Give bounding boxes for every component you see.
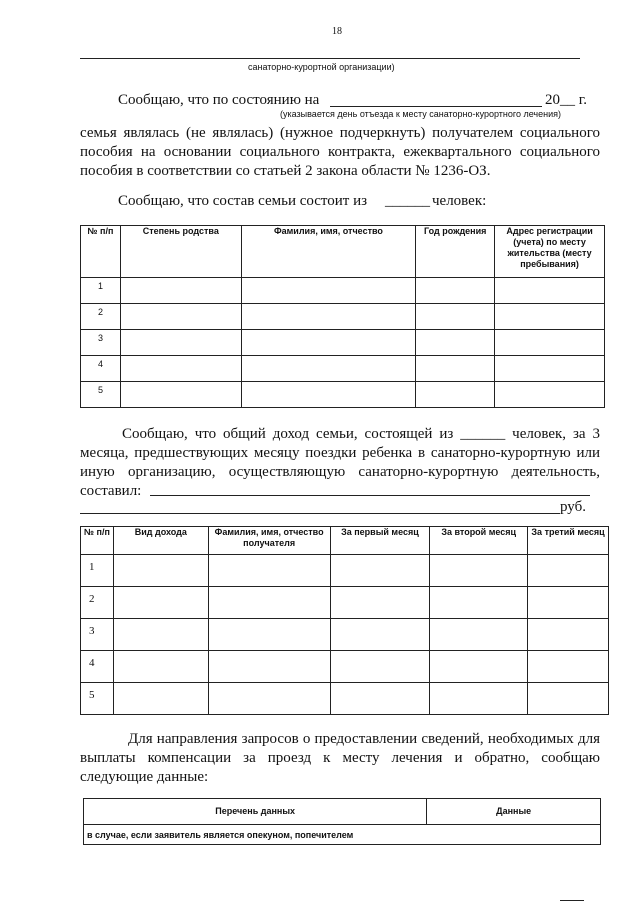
compensation-line-3: следующие данные: [80,769,209,785]
cell-income-kind[interactable] [113,555,208,587]
cell-month-1[interactable] [330,651,430,683]
col-name: Фамилия, имя, отчество [241,226,416,278]
income-line-1: Сообщаю, что общий доход семьи, состоящей из ______ человек, за 3 [122,426,600,442]
cell-month-2[interactable] [430,651,528,683]
row-number: 1 [81,278,121,304]
table-row [81,278,605,304]
family-size-prefix: Сообщаю, что состав семьи состоит из [118,193,368,209]
table-row [81,683,609,715]
compensation-line-2: выплаты компенсации за проезд к месту лечения и обратно, сообщаю [80,750,600,766]
income-line-4: составил: [80,483,142,499]
org-name-line [80,58,580,59]
status-line-3: пособия в соответствии со статьей 2 закона области № 1236-ОЗ. [80,163,491,179]
col-month-3: За третий месяц [528,527,609,555]
cell-month-3[interactable] [528,555,609,587]
cell-month-2[interactable] [430,683,528,715]
status-line-1: семья являлась (не являлась) (нужное подчеркнуть) получателем социального [80,125,600,141]
income-amount-line-2 [80,513,560,514]
cell-month-3[interactable] [528,587,609,619]
cell-address[interactable] [495,278,605,304]
family-size-suffix: человек: [432,193,487,209]
cell-name[interactable] [241,382,416,408]
cell-month-1[interactable] [330,683,430,715]
cell-income-kind[interactable] [113,651,208,683]
income-line-2: месяца, предшествующих месяцу поездки ребенка в санаторно-курортную или [80,445,600,461]
cell-name[interactable] [241,356,416,382]
col-birth-year: Год рождения [416,226,495,278]
row-number: 4 [81,356,121,382]
col-data-value: Данные [427,799,601,825]
cell-recipient[interactable] [208,555,330,587]
report-date-line [330,106,542,107]
cell-address[interactable] [495,304,605,330]
col-data-list: Перечень данных [84,799,427,825]
cell-month-2[interactable] [430,587,528,619]
report-date-prefix: Сообщаю, что по состоянию на [118,92,320,108]
compensation-line-1: Для направления запросов о предоставлении сведений, необходимых для [128,731,600,747]
family-table [80,225,605,408]
cell-birth-year[interactable] [416,304,495,330]
cell-month-1[interactable] [330,587,430,619]
table-row [81,304,605,330]
cell-name[interactable] [241,304,416,330]
family-size-blank: ______ [385,193,430,209]
cell-month-3[interactable] [528,619,609,651]
col-recipient: Фамилия, имя, отчество получателя [208,527,330,555]
cell-address[interactable] [495,356,605,382]
col-month-2: За второй месяц [430,527,528,555]
org-caption: санаторно-курортной организации) [248,62,395,72]
cell-month-1[interactable] [330,619,430,651]
cell-birth-year[interactable] [416,382,495,408]
col-no: № п/п [81,527,114,555]
table-row [81,356,605,382]
col-no: № п/п [81,226,121,278]
cell-month-3[interactable] [528,651,609,683]
cell-relation[interactable] [120,356,241,382]
cell-relation[interactable] [120,382,241,408]
cell-month-2[interactable] [430,555,528,587]
cell-recipient[interactable] [208,683,330,715]
cell-birth-year[interactable] [416,356,495,382]
col-income-kind: Вид дохода [113,527,208,555]
row-number: 2 [81,587,114,619]
cell-name[interactable] [241,330,416,356]
cell-recipient[interactable] [208,651,330,683]
cell-relation[interactable] [120,304,241,330]
cell-relation[interactable] [120,330,241,356]
row-number: 4 [81,651,114,683]
row-number: 3 [81,330,121,356]
income-line-3: иную организацию, осуществляющую санаторно-курортную деятельность, [80,464,600,480]
cell-birth-year[interactable] [416,278,495,304]
row-number: 3 [81,619,114,651]
cell-name[interactable] [241,278,416,304]
cell-address[interactable] [495,382,605,408]
income-currency: руб. [560,499,586,515]
table-row [81,651,609,683]
income-table [80,526,609,715]
report-date-hint: (указывается день отъезда к месту санаторно-курортного лечения) [280,109,561,119]
table-row [81,330,605,356]
data-row-label: в случае, если заявитель является опекуном, попечителем [84,825,601,845]
row-number: 5 [81,382,121,408]
col-relation: Степень родства [120,226,241,278]
cell-relation[interactable] [120,278,241,304]
cell-birth-year[interactable] [416,330,495,356]
col-address: Адрес регистрации (учета) по месту жительства (месту пребывания) [495,226,605,278]
continuation-mark [560,900,584,901]
table-row [84,825,601,845]
cell-income-kind[interactable] [113,619,208,651]
row-number: 2 [81,304,121,330]
report-date-year: 20__ г. [545,92,587,108]
cell-recipient[interactable] [208,587,330,619]
cell-month-1[interactable] [330,555,430,587]
data-table [83,798,601,845]
page-number: 18 [332,26,342,37]
cell-address[interactable] [495,330,605,356]
cell-month-2[interactable] [430,619,528,651]
row-number: 5 [81,683,114,715]
col-month-1: За первый месяц [330,527,430,555]
table-row [81,587,609,619]
table-row [81,619,609,651]
table-row [81,555,609,587]
status-line-2: пособия на основании социального контракта, ежеквартального социального [80,144,600,160]
cell-income-kind[interactable] [113,683,208,715]
table-row [81,382,605,408]
cell-income-kind[interactable] [113,587,208,619]
cell-month-3[interactable] [528,683,609,715]
row-number: 1 [81,555,114,587]
income-amount-line-1 [150,495,590,496]
cell-recipient[interactable] [208,619,330,651]
